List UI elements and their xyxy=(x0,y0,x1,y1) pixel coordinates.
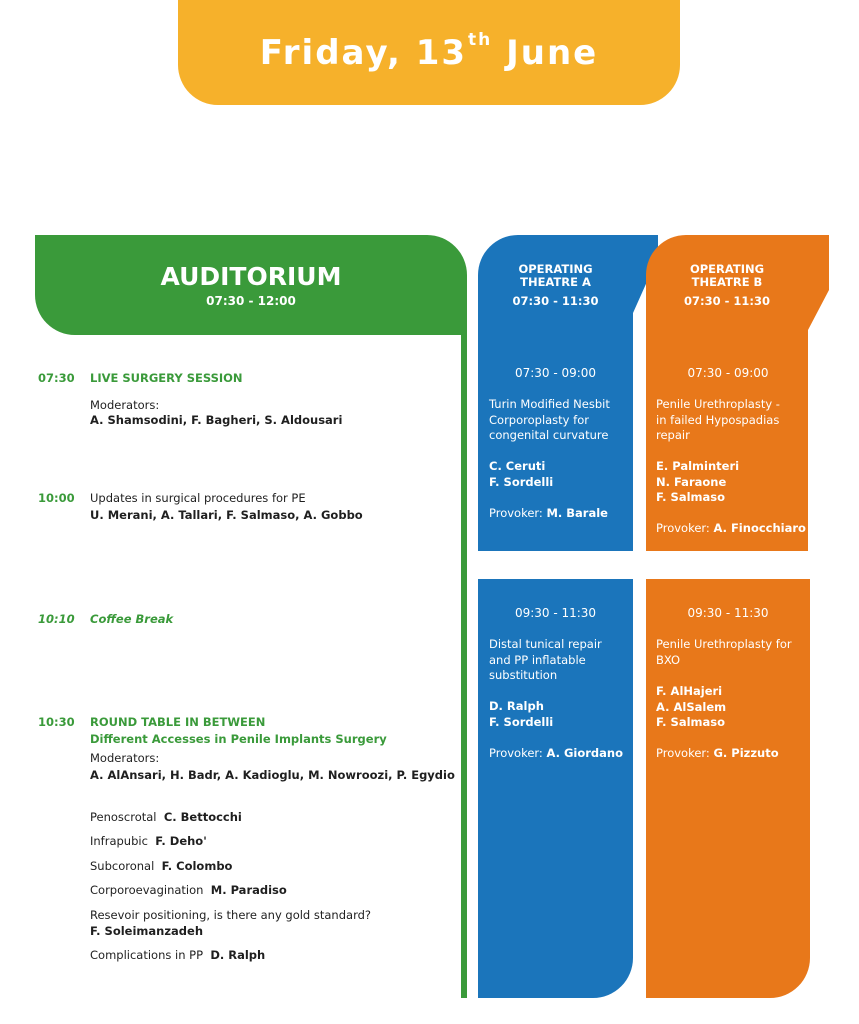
block-topic: Distal tunical repair and PP inflatable substitution xyxy=(489,637,602,682)
auditorium-header xyxy=(35,235,467,335)
theatre-b-time: 07:30 - 11:30 xyxy=(684,294,770,308)
speakers: U. Merani, A. Tallari, F. Salmaso, A. Gobbo xyxy=(90,508,363,522)
session-title: LIVE SURGERY SESSION xyxy=(90,371,243,385)
auditorium-divider xyxy=(461,335,467,998)
auditorium-time: 07:30 - 12:00 xyxy=(206,294,296,308)
block-topic: Penile Urethroplasty for BXO xyxy=(656,637,792,667)
session-time: 10:00 xyxy=(38,491,75,505)
theatre-a-title: OPERATING THEATRE A xyxy=(518,262,593,289)
moderators-label: Moderators: xyxy=(90,751,160,765)
block-topic: Turin Modified Nesbit Corporoplasty for congenital curvature xyxy=(489,397,610,442)
talk-item: Resevoir positioning, is there any gold standard? F. Soleimanzadeh xyxy=(90,908,371,938)
block-time: 09:30 - 11:30 xyxy=(514,606,597,620)
session-subtitle: Different Accesses in Penile Implants Surgery xyxy=(90,732,387,746)
moderators-label: Moderators: xyxy=(90,398,160,412)
talk-item: Complications in PP D. Ralph xyxy=(90,948,266,962)
talk-item: Corporoevagination M. Paradiso xyxy=(90,883,287,897)
session-title: ROUND TABLE IN BETWEEN xyxy=(90,715,266,729)
block-provoker: Provoker: A. Giordano xyxy=(489,746,623,760)
session-time: 07:30 xyxy=(38,371,75,385)
block-time: 07:30 - 09:00 xyxy=(514,366,597,380)
block-topic: Penile Urethroplasty - in failed Hypospadias repair xyxy=(656,397,780,442)
moderators: A. AlAnsari, H. Badr, A. Kadioglu, M. Nowroozi, P. Egydio xyxy=(90,768,455,782)
session-time: 10:10 xyxy=(38,612,75,626)
talk-item: Infrapubic F. Deho' xyxy=(90,834,207,848)
talk-item: Penoscrotal C. Bettocchi xyxy=(90,810,242,824)
session-time: 10:30 xyxy=(38,715,75,729)
block-speakers: D. Ralph F. Sordelli xyxy=(489,699,554,729)
theatre-b-title: OPERATING THEATRE B xyxy=(689,262,765,289)
block-time: 07:30 - 09:00 xyxy=(687,366,769,380)
day-title: Friday, 13th June xyxy=(259,30,599,73)
auditorium-title: AUDITORIUM xyxy=(160,262,342,291)
block-time: 09:30 - 11:30 xyxy=(687,606,769,620)
day-header xyxy=(178,0,680,105)
block-speakers: C. Ceruti F. Sordelli xyxy=(489,459,554,489)
theatre-a-time: 07:30 - 11:30 xyxy=(512,294,599,308)
block-speakers: E. Palminteri N. Faraone F. Salmaso xyxy=(656,459,740,504)
moderators: A. Shamsodini, F. Bagheri, S. Aldousari xyxy=(90,413,343,427)
coffee-break: Coffee Break xyxy=(90,612,174,626)
block-provoker: Provoker: G. Pizzuto xyxy=(656,746,779,760)
talk-item: Subcoronal F. Colombo xyxy=(90,859,233,873)
block-provoker: Provoker: A. Finocchiaro xyxy=(656,521,806,535)
block-provoker: Provoker: M. Barale xyxy=(489,506,608,520)
session-title: Updates in surgical procedures for PE xyxy=(90,491,306,505)
block-speakers: F. AlHajeri A. AlSalem F. Salmaso xyxy=(656,684,727,729)
